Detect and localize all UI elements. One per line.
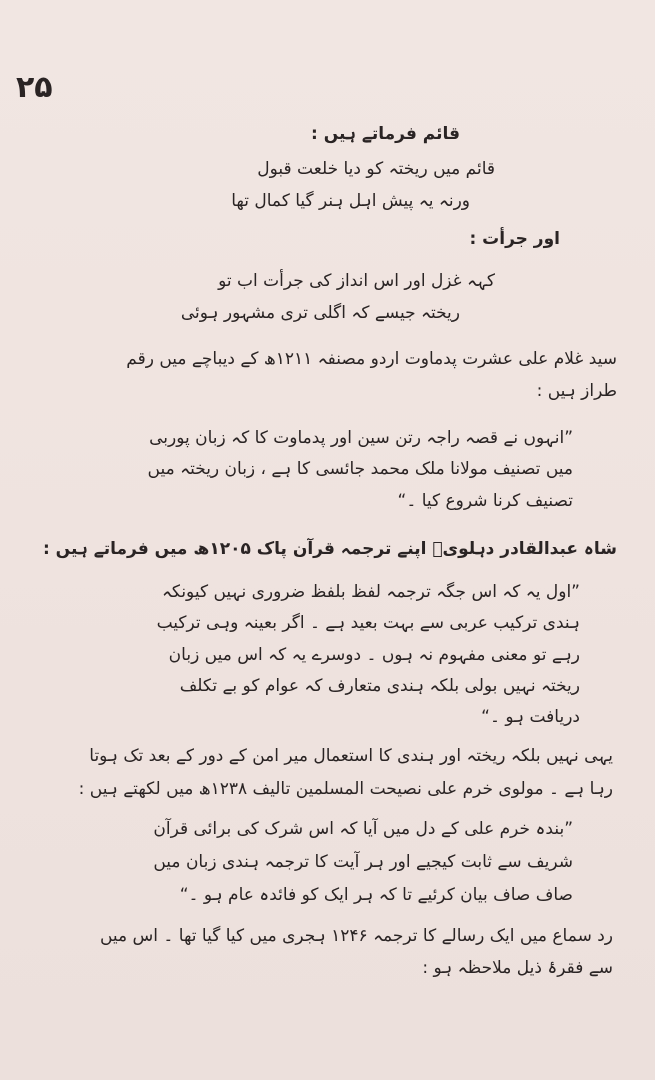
qaim-verse-2: ورنہ یہ پیش اہل ہنر گیا کمال تھا — [231, 191, 470, 211]
quote2-line-1: ”اول یہ کہ اس جگہ ترجمہ لفظ بلفظ ضروری نہیں کیونکہ — [161, 582, 580, 602]
quote1-line-3: تصنیف کرنا شروع کیا ۔“ — [397, 491, 573, 511]
jurat-intro: اور جرأت : — [469, 229, 560, 249]
para-line-2: رہا ہے ۔ مولوی خرم علی نصیحت المسلمین تالیف ۱۲۳۸ھ میں لکھتے ہیں : — [78, 779, 613, 799]
quote1-line-2: میں تصنیف مولانا ملک محمد جائسی کا ہے ، زبان ریختہ میں — [147, 459, 573, 479]
quote2-line-5: دریافت ہو ۔“ — [481, 707, 580, 727]
quote2-line-3: رہے تو معنی مفہوم نہ ہوں ۔ دوسرے یہ کہ اس میں زبان — [168, 645, 580, 665]
quote3-line-1: ”بندہ خرم علی کے دل میں آیا کہ اس شرک کی برائی قرآن — [153, 819, 573, 839]
syed-line-1: سید غلام علی عشرت پدماوت اردو مصنفہ ۱۲۱۱ھ کے دیباچے میں رقم — [126, 349, 617, 369]
jurat-verse-2: ریختہ جیسے کہ اگلی تری مشہور ہوئی — [180, 303, 460, 323]
quote1-line-1: ”انہوں نے قصہ راجہ رتن سین اور پدماوت کا کہ زبان پوربی — [149, 428, 573, 448]
para-line-1: یہی نہیں بلکہ ریختہ اور ہندی کا استعمال میر امن کے دور کے بعد تک ہوتا — [89, 746, 613, 766]
qaim-verse-1: قائم میں ریختہ کو دیا خلعت قبول — [257, 159, 495, 179]
qaim-intro: قائم فرماتے ہیں : — [311, 124, 460, 144]
page-number: ۲۵ — [16, 70, 53, 105]
last-line-1: رد سماع میں ایک رسالے کا ترجمہ ۱۲۴۶ ہجری میں کیا گیا تھا ۔ اس میں — [99, 926, 613, 946]
quote3-line-2: شریف سے ثابت کیجیے اور ہر آیت کا ترجمہ ہندی زبان میں — [153, 852, 573, 872]
quote2-line-2: ہندی ترکیب عربی سے بہت بعید ہے ۔ اگر بعینہ وہی ترکیب — [156, 613, 580, 633]
shah-line: شاہ عبدالقادر دہلویؒ اپنے ترجمہ قرآن پاک ۱۲۰۵ھ میں فرماتے ہیں : — [42, 539, 617, 559]
syed-line-2: طراز ہیں : — [536, 381, 617, 401]
quote2-line-4: ریختہ نہیں بولی بلکہ ہندی متعارف کہ عوام کو بے تکلف — [179, 676, 580, 696]
quote3-line-3: صاف صاف بیان کرئیے تا کہ ہر ایک کو فائدہ عام ہو ۔“ — [179, 885, 573, 905]
last-line-2: سے فقرۂ ذیل ملاحظہ ہو : — [422, 958, 613, 978]
jurat-verse-1: کہہ غزل اور اس انداز کی جرأت اب تو — [218, 271, 495, 291]
